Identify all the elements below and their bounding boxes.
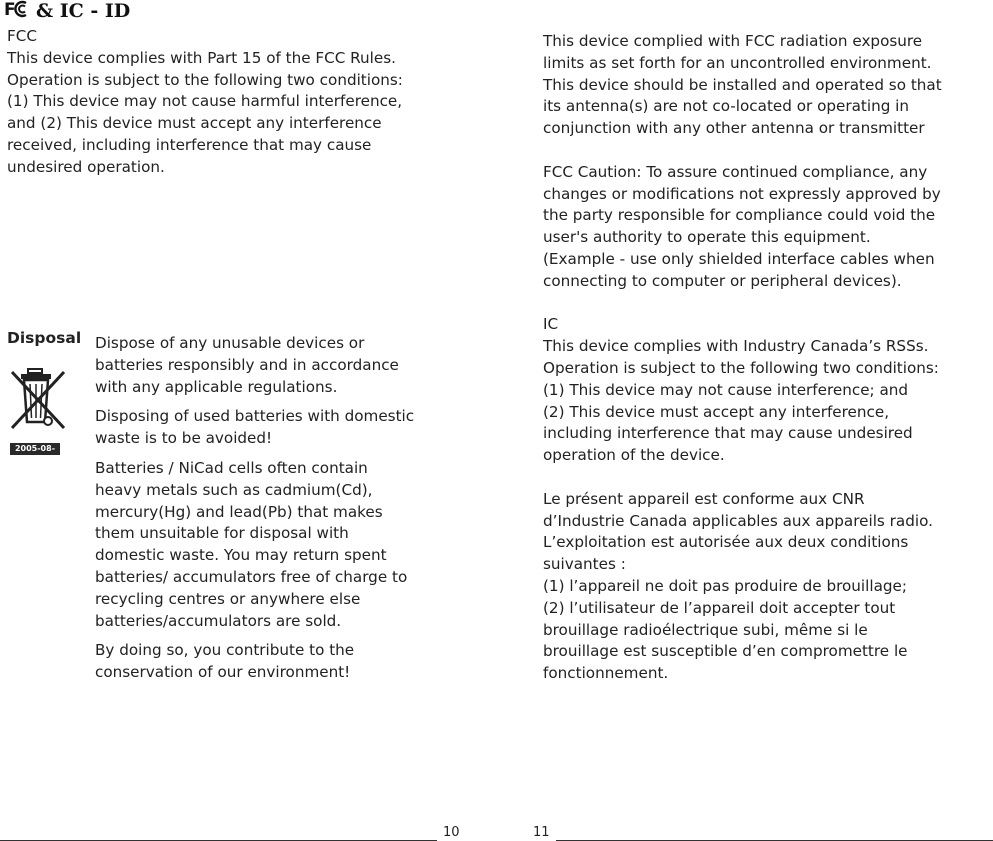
page-title: & IC - ID bbox=[36, 0, 131, 22]
page-number-right: 11 bbox=[533, 825, 550, 840]
weee-crossed-bin-icon bbox=[8, 366, 70, 446]
fcc-section bbox=[7, 26, 457, 179]
rf-exposure-statement: This device complied with FCC radiation exposure limits as set forth for an uncontrolled environment. This device should be installed and operated so that its antenna(s) are not co-located or operating in conjunction with any other antenna or transmitter bbox=[543, 32, 942, 138]
spacer bbox=[543, 467, 988, 489]
disposal-text bbox=[95, 333, 465, 692]
disposal-date-badge: 2005-08-13 bbox=[10, 443, 60, 455]
svg-text:F: F bbox=[4, 0, 15, 18]
page-number-left: 10 bbox=[443, 825, 460, 840]
ic-heading: IC bbox=[543, 315, 559, 334]
page-header bbox=[4, 0, 130, 22]
right-page-column bbox=[543, 31, 988, 685]
disposal-paragraph: Batteries / NiCad cells often contain heavy metals such as cadmium(Cd), mercury(Hg) and lead(Pb) that makes them unsuitable for disposal with domestic waste. You may return spent batteries/ accumulators free of charge to recycling centres or anywhere else batteries/accumulators are sold. bbox=[95, 458, 408, 630]
ic-statement: This device complies with Industry Canada’s RSSs. Operation is subject to the following two conditions: (1) This device may not cause interference; and (2) This device must accept any interference, including interference that may cause undesired operation of the device. bbox=[543, 337, 939, 465]
disposal-paragraph: By doing so, you contribute to the conservation of our environment! bbox=[95, 641, 355, 682]
spacer bbox=[543, 293, 988, 315]
ic-french-statement: Le présent appareil est conforme aux CNR d’Industrie Canada applicables aux appareils radio. L’exploitation est autorisée aux deux conditions suivantes : (1) l’appareil ne doit pas produire de brouillage; (2) l’utilisateur de l’appareil doit accepter tout brouillage radioélectrique subi, même si le brouillage est susceptible d’en compromettre le fonctionnement. bbox=[543, 489, 933, 683]
disposal-heading: Disposal bbox=[7, 329, 82, 347]
disposal-paragraph: Disposing of used batteries with domestic waste is to be avoided! bbox=[95, 407, 415, 448]
disposal-paragraph: Dispose of any unusable devices or batteries responsibly and in accordance with any applicable regulations. bbox=[95, 334, 399, 396]
fcc-statement: This device complies with Part 15 of the FCC Rules. Operation is subject to the following two conditions: (1) This device may not cause harmful interference, and (2) This device must accept any interference received, including interference that may cause undesired operation. bbox=[7, 48, 403, 176]
fcc-logo bbox=[4, 0, 30, 23]
fcc-caution-statement: FCC Caution: To assure continued compliance, any changes or modifications not expressly approved by the party responsible for compliance could void the user's authority to operate this equipment. (Example - use only shielded interface cables when connecting to computer or peripheral devices). bbox=[543, 162, 941, 290]
fcc-logo-mark bbox=[4, 0, 30, 18]
fcc-heading: FCC bbox=[7, 27, 37, 45]
spacer bbox=[543, 140, 988, 162]
